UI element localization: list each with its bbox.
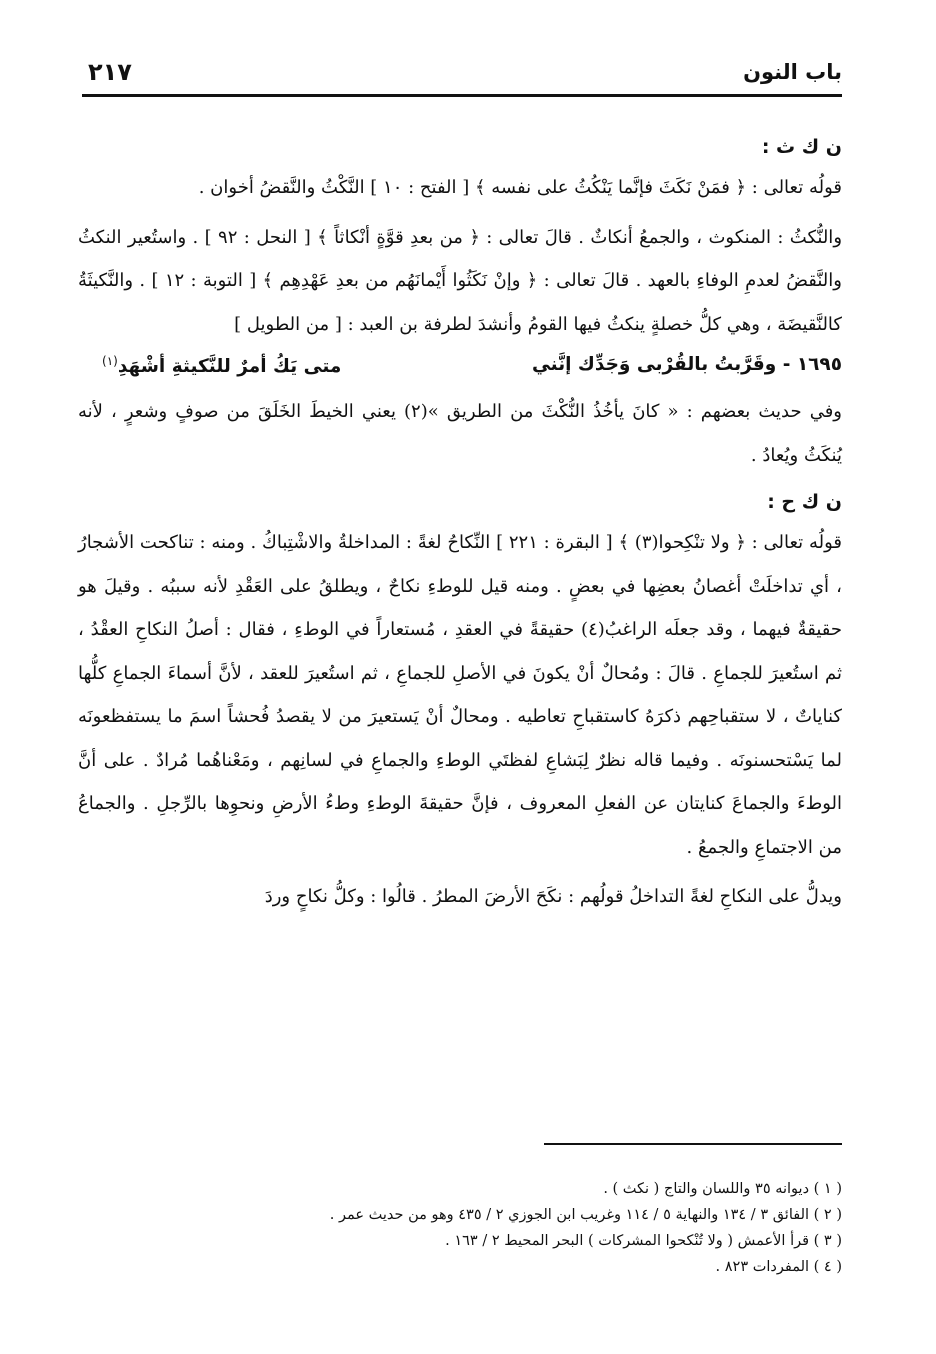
paragraph-nkh-1: قولُه تعالى : ﴿ ولا تنْكِحوا(٣) ﴾ [ البقرة : ٢٢١ ] النِّكاحُ لغةً : المداخلةُ والاشْتِباكُ . ومنه : تناكحت الأشجارُ ، أي تداخلَتْ أغصانُ بعضِها في بعضٍ . ومنه قيل للوطءِ نكاحٌ ، ويطلقُ على العَقْدِ لأنه سببُه . وقيلَ هو حقيقةٌ فيهما ، وقد جعلَه الراغبُ(٤) حقيقةً في العقدِ ، مُستعاراً في الوطءِ ، فقال : أصلُ النكاحِ العقْدُ ، ثم استُعيرَ للجماعِ . قالَ : ومُحالٌ أنْ يكونَ في الأصلِ للجماعِ ، ثم استُعيرَ للعقد ، لأنَّ أسماءَ الجماعِ كلُّها كناياتٌ ، لا ستقباحِهم ذكرَهُ كاستقباحِ تعاطيه . ومحالٌ أنْ يَستعيرَ من لا يقصدُ فُحشاً اسمَ ما يستفظعونَه لما يَسْتحسنونَه . وفيما قاله نظرٌ لِبَشاعِ لفظتَي الوطءِ والجماعِ في لسانِهم ، ومَعْناهُما مُرادٌ . على أنَّ الوطءَ والجماعَ كنايتان عن الفعلِ المعروف ، فإنَّ حقيقةَ الوطءِ وطءُ الأرضِ ونحوِها بالرِّجلِ . والجماعُ من الاجتماعِ والجمعُ . <box>78 532 842 858</box>
running-header <box>80 58 842 94</box>
verse-second-hemistich <box>102 354 341 377</box>
footnote-4: ( ٤ ) المفردات ٨٢٣ . <box>715 1259 842 1275</box>
root-heading-nkth: ن ك ث : <box>761 136 842 158</box>
chapter-title: باب النون <box>743 60 842 84</box>
verse-second-text: متى يَكُ أمرٌ للنَّكيثةِ أشْهَدِ <box>117 356 342 378</box>
paragraph-nkth-2: والنُّكثُ : المنكوث ، والجمعُ أنكاثٌ . قالَ تعالى : ﴿ من بعدِ قوَّةٍ أنْكاثاً ﴾ [ النحل : ٩٢ ] . واستُعير النكثُ والنَّقضُ لعدمِ الوفاءِ بالعهد . قالَ تعالى : ﴿ وإنْ نَكَثُوا أَيْمانَهُم من بعدِ عَهْدِهِم ﴾ [ التوبة : ١٢ ] . والنَّكيثَةُ كالنَّقيضَة ، وهي كلُّ خصلةٍ ينكثُ فيها القومُ وأنشدَ لطرفة بن العبد : [ من الطويل ] <box>78 226 843 335</box>
poetry-verse <box>78 346 842 390</box>
main-text <box>78 128 842 919</box>
footnote-3: ( ٣ ) قرأ الأعمش ( ولا تُنْكحوا المشركات ) البحر المحيط ٢ / ١٦٣ . <box>445 1233 842 1249</box>
footnote-2: ( ٢ ) الفائق ٣ / ١٣٤ والنهاية ٥ / ١١٤ وغريب ابن الجوزي ٢ / ٤٣٥ وهو من حديث عمر . <box>329 1207 842 1223</box>
paragraph-nkth-3: وفي حديث بعضهم : « كانَ يأخُذُ النُّكْثَ من الطريق »(٢) يعني الخيطَ الخَلَقَ من صوفٍ وشعرٍ ، لأنه يُنكَثُ ويُعادُ . <box>78 401 842 466</box>
paragraph-nkh-2: ويدلُّ على النكاحِ لغةً التداخلُ قولُهم : نكَحَ الأرضَ المطرُ . قالُوا : وكلُّ نكاحٍ وردَ <box>264 886 842 907</box>
page-number: ٢١٧ <box>88 58 132 86</box>
footnote-1: ( ١ ) ديوانه ٣٥ واللسان والتاج ( نكث ) . <box>603 1181 842 1197</box>
footnotes <box>100 1176 842 1280</box>
footnote-rule <box>544 1143 842 1145</box>
verse-first-hemistich: ١٦٩٥ - وقَرَّبتُ بالقُرْبى وَجَدِّك إنَّني <box>531 354 842 375</box>
footnote-marker: (١) <box>102 354 118 368</box>
paragraph-nkth-1: قولُه تعالى : ﴿ فمَنْ نَكَثَ فإنَّما يَنْكُثُ على نفسه ﴾ [ الفتح : ١٠ ] النَّكْثُ والنَّقضُ أخوان . <box>198 177 842 198</box>
header-rule <box>82 94 842 97</box>
root-heading-nkh: ن ك ح : <box>767 491 842 513</box>
